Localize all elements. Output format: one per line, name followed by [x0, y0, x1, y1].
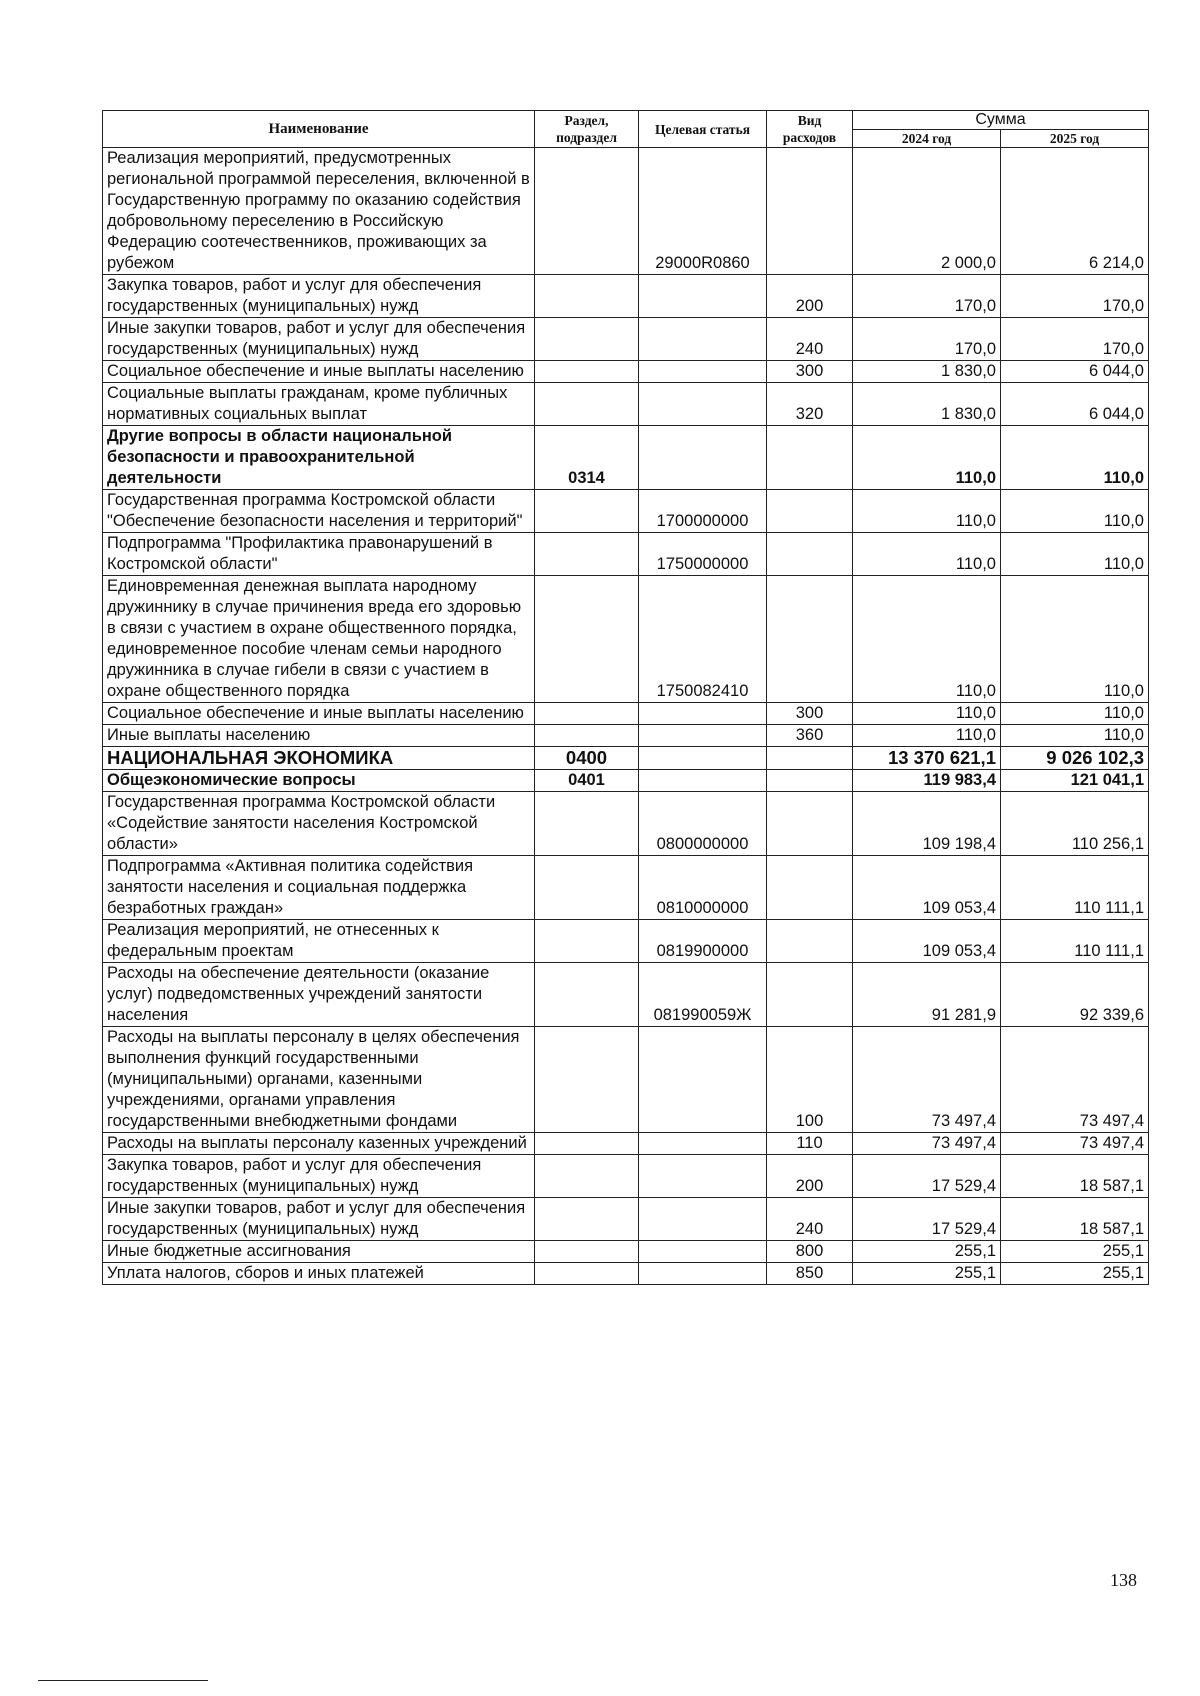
- cell-2025: 18 587,1: [1001, 1155, 1149, 1198]
- cell-section: [535, 490, 639, 533]
- cell-name: Иные закупки товаров, работ и услуг для обеспечения государственных (муниципальных) нужд: [103, 318, 535, 361]
- cell-section: [535, 725, 639, 747]
- cell-2024: 110,0: [853, 725, 1001, 747]
- cell-kind: 300: [767, 361, 853, 383]
- cell-2024: 170,0: [853, 318, 1001, 361]
- cell-target: [639, 361, 767, 383]
- cell-section: 0400: [535, 747, 639, 770]
- cell-kind: [767, 747, 853, 770]
- cell-section: [535, 533, 639, 576]
- cell-section: [535, 1241, 639, 1263]
- cell-kind: 100: [767, 1027, 853, 1133]
- cell-target: 1750082410: [639, 576, 767, 703]
- cell-2025: 6 044,0: [1001, 361, 1149, 383]
- cell-kind: 800: [767, 1241, 853, 1263]
- cell-kind: 360: [767, 725, 853, 747]
- cell-target: 0800000000: [639, 792, 767, 856]
- cell-name: Реализация мероприятий, предусмотренных региональной программой переселения, включенной в Государственную программу по оказанию содействия добровольному переселению в Российскую Федерацию соотечественников, проживающих за рубежом: [103, 148, 535, 275]
- cell-target: [639, 703, 767, 725]
- table-row: [103, 1241, 1149, 1263]
- table-row: [103, 426, 1149, 490]
- cell-2025: 121 041,1: [1001, 770, 1149, 792]
- cell-target: [639, 747, 767, 770]
- cell-2025: 6 214,0: [1001, 148, 1149, 275]
- cell-kind: 240: [767, 318, 853, 361]
- cell-2025: 110,0: [1001, 490, 1149, 533]
- cell-target: [639, 1241, 767, 1263]
- table-row: [103, 856, 1149, 920]
- cell-name: Общеэкономические вопросы: [103, 770, 535, 792]
- cell-2025: 18 587,1: [1001, 1198, 1149, 1241]
- cell-2024: 110,0: [853, 426, 1001, 490]
- cell-target: 1750000000: [639, 533, 767, 576]
- table-row: [103, 725, 1149, 747]
- cell-target: 0819900000: [639, 920, 767, 963]
- cell-target: 29000R0860: [639, 148, 767, 275]
- page-number: 138: [1110, 1570, 1137, 1590]
- cell-2024: 17 529,4: [853, 1155, 1001, 1198]
- cell-section: [535, 383, 639, 426]
- cell-section: [535, 1198, 639, 1241]
- cell-kind: 320: [767, 383, 853, 426]
- header-section: Раздел, подраздел: [535, 111, 639, 148]
- cell-section: [535, 1155, 639, 1198]
- cell-name: Государственная программа Костромской области "Обеспечение безопасности населения и территорий": [103, 490, 535, 533]
- cell-2024: 73 497,4: [853, 1133, 1001, 1155]
- cell-2024: 13 370 621,1: [853, 747, 1001, 770]
- header-name: Наименование: [103, 111, 535, 148]
- cell-name: Социальное обеспечение и иные выплаты населению: [103, 703, 535, 725]
- cell-name: Другие вопросы в области национальной безопасности и правоохранительной деятельности: [103, 426, 535, 490]
- cell-2024: 73 497,4: [853, 1027, 1001, 1133]
- cell-2025: 110,0: [1001, 426, 1149, 490]
- table-body: [103, 148, 1149, 1285]
- header-year-2025: 2025 год: [1001, 130, 1149, 148]
- cell-2025: 110,0: [1001, 533, 1149, 576]
- table-row: [103, 792, 1149, 856]
- cell-2024: 17 529,4: [853, 1198, 1001, 1241]
- cell-section: [535, 920, 639, 963]
- cell-2025: 73 497,4: [1001, 1027, 1149, 1133]
- table-row: [103, 770, 1149, 792]
- cell-2025: 255,1: [1001, 1241, 1149, 1263]
- cell-name: Подпрограмма «Активная политика содействия занятости населения и социальная поддержка безработных граждан»: [103, 856, 535, 920]
- cell-2024: 110,0: [853, 533, 1001, 576]
- cell-target: [639, 426, 767, 490]
- cell-name: Государственная программа Костромской области «Содействие занятости населения Костромской области»: [103, 792, 535, 856]
- cell-target: [639, 725, 767, 747]
- cell-kind: [767, 920, 853, 963]
- cell-2025: 110,0: [1001, 576, 1149, 703]
- cell-2024: 1 830,0: [853, 383, 1001, 426]
- cell-section: [535, 1263, 639, 1285]
- cell-section: [535, 1133, 639, 1155]
- cell-kind: [767, 426, 853, 490]
- table-row: [103, 1198, 1149, 1241]
- cell-name: Подпрограмма "Профилактика правонарушений в Костромской области": [103, 533, 535, 576]
- cell-kind: 200: [767, 275, 853, 318]
- cell-section: 0314: [535, 426, 639, 490]
- cell-name: Иные закупки товаров, работ и услуг для обеспечения государственных (муниципальных) нужд: [103, 1198, 535, 1241]
- header-kind: Вид расходов: [767, 111, 853, 148]
- cell-2024: 109 053,4: [853, 920, 1001, 963]
- cell-2024: 91 281,9: [853, 963, 1001, 1027]
- cell-target: 081990059Ж: [639, 963, 767, 1027]
- cell-kind: 200: [767, 1155, 853, 1198]
- cell-name: Расходы на выплаты персоналу казенных учреждений: [103, 1133, 535, 1155]
- cell-section: [535, 576, 639, 703]
- cell-section: [535, 275, 639, 318]
- cell-2024: 255,1: [853, 1241, 1001, 1263]
- table-row: [103, 533, 1149, 576]
- cell-target: [639, 1027, 767, 1133]
- cell-name: Закупка товаров, работ и услуг для обеспечения государственных (муниципальных) нужд: [103, 275, 535, 318]
- cell-2025: 255,1: [1001, 1263, 1149, 1285]
- cell-section: 0401: [535, 770, 639, 792]
- table-row: [103, 490, 1149, 533]
- cell-kind: [767, 533, 853, 576]
- cell-target: [639, 383, 767, 426]
- cell-kind: 300: [767, 703, 853, 725]
- cell-target: [639, 1198, 767, 1241]
- cell-target: [639, 770, 767, 792]
- table-row: [103, 963, 1149, 1027]
- cell-kind: [767, 490, 853, 533]
- cell-section: [535, 1027, 639, 1133]
- cell-name: Уплата налогов, сборов и иных платежей: [103, 1263, 535, 1285]
- cell-section: [535, 318, 639, 361]
- cell-section: [535, 703, 639, 725]
- footnote-rule: [38, 1680, 208, 1681]
- cell-2024: 170,0: [853, 275, 1001, 318]
- cell-2025: 9 026 102,3: [1001, 747, 1149, 770]
- cell-2025: 110 111,1: [1001, 920, 1149, 963]
- cell-kind: [767, 963, 853, 1027]
- cell-section: [535, 963, 639, 1027]
- budget-table: [102, 110, 1149, 1285]
- cell-name: Расходы на обеспечение деятельности (оказание услуг) подведомственных учреждений занятости населения: [103, 963, 535, 1027]
- cell-name: Социальные выплаты гражданам, кроме публичных нормативных социальных выплат: [103, 383, 535, 426]
- cell-kind: [767, 770, 853, 792]
- cell-name: Расходы на выплаты персоналу в целях обеспечения выполнения функций государственными (муниципальными) органами, казенными учреждениями, органами управления государственными внебюджетными фондами: [103, 1027, 535, 1133]
- cell-name: Иные выплаты населению: [103, 725, 535, 747]
- cell-kind: [767, 576, 853, 703]
- cell-2024: 110,0: [853, 703, 1001, 725]
- cell-2024: 2 000,0: [853, 148, 1001, 275]
- cell-2025: 110 256,1: [1001, 792, 1149, 856]
- cell-name: Единовременная денежная выплата народному дружиннику в случае причинения вреда его здоровью в связи с участием в охране общественного порядка, единовременное пособие членам семьи народного дружинника в случае гибели в связи с участием в охране общественного порядка: [103, 576, 535, 703]
- cell-section: [535, 792, 639, 856]
- table-row: [103, 1263, 1149, 1285]
- cell-2025: 110 111,1: [1001, 856, 1149, 920]
- cell-kind: 110: [767, 1133, 853, 1155]
- cell-section: [535, 148, 639, 275]
- header-sum: Сумма: [853, 111, 1149, 130]
- table-row: [103, 361, 1149, 383]
- cell-name: Реализация мероприятий, не отнесенных к федеральным проектам: [103, 920, 535, 963]
- cell-2025: 92 339,6: [1001, 963, 1149, 1027]
- table-row: [103, 747, 1149, 770]
- table-row: [103, 1155, 1149, 1198]
- table-row: [103, 318, 1149, 361]
- table-row: [103, 383, 1149, 426]
- cell-2024: 109 198,4: [853, 792, 1001, 856]
- cell-name: Социальное обеспечение и иные выплаты населению: [103, 361, 535, 383]
- cell-name: Иные бюджетные ассигнования: [103, 1241, 535, 1263]
- table-row: [103, 703, 1149, 725]
- table-row: [103, 1027, 1149, 1133]
- header-target: Целевая статья: [639, 111, 767, 148]
- cell-2025: 73 497,4: [1001, 1133, 1149, 1155]
- cell-target: 0810000000: [639, 856, 767, 920]
- cell-target: [639, 1263, 767, 1285]
- header-year-2024: 2024 год: [853, 130, 1001, 148]
- table-row: [103, 275, 1149, 318]
- cell-2024: 109 053,4: [853, 856, 1001, 920]
- table-row: [103, 920, 1149, 963]
- cell-name: Закупка товаров, работ и услуг для обеспечения государственных (муниципальных) нужд: [103, 1155, 535, 1198]
- table-row: [103, 148, 1149, 275]
- cell-kind: [767, 856, 853, 920]
- cell-2024: 255,1: [853, 1263, 1001, 1285]
- table-header: [103, 111, 1149, 148]
- cell-2024: 1 830,0: [853, 361, 1001, 383]
- cell-2025: 6 044,0: [1001, 383, 1149, 426]
- cell-2024: 110,0: [853, 490, 1001, 533]
- cell-kind: [767, 792, 853, 856]
- cell-2024: 110,0: [853, 576, 1001, 703]
- cell-kind: 850: [767, 1263, 853, 1285]
- cell-2024: 119 983,4: [853, 770, 1001, 792]
- cell-2025: 170,0: [1001, 275, 1149, 318]
- cell-section: [535, 361, 639, 383]
- cell-target: [639, 275, 767, 318]
- cell-2025: 110,0: [1001, 725, 1149, 747]
- cell-2025: 110,0: [1001, 703, 1149, 725]
- cell-kind: [767, 148, 853, 275]
- cell-target: 1700000000: [639, 490, 767, 533]
- cell-target: [639, 1155, 767, 1198]
- cell-kind: 240: [767, 1198, 853, 1241]
- cell-target: [639, 1133, 767, 1155]
- cell-section: [535, 856, 639, 920]
- table-row: [103, 576, 1149, 703]
- cell-target: [639, 318, 767, 361]
- table-row: [103, 1133, 1149, 1155]
- cell-2025: 170,0: [1001, 318, 1149, 361]
- cell-name: НАЦИОНАЛЬНАЯ ЭКОНОМИКА: [103, 747, 535, 770]
